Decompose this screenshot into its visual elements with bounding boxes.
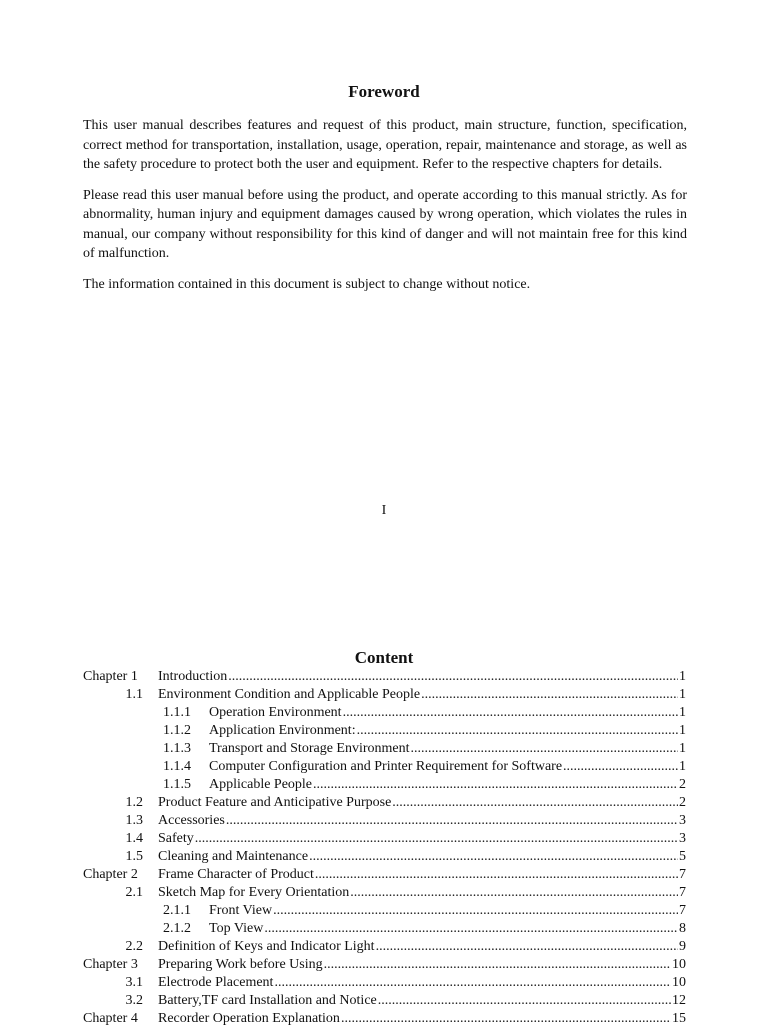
toc-entry-page: 1 [679,759,686,774]
foreword-title: Foreword [348,82,420,101]
toc-entry-page: 1 [679,669,686,684]
toc-leader-dots [273,902,678,920]
toc-entry[interactable] [83,830,686,848]
toc-entry[interactable] [83,956,686,974]
page-number: I [381,503,387,518]
toc-leader-dots [274,974,671,992]
toc-entry-page: 1 [679,705,686,720]
toc-entry-number: 1.2 [125,795,143,810]
toc-entry-title: Electrode Placement [158,975,274,990]
toc-leader-dots [343,704,678,722]
toc-entry-page: 12 [672,993,686,1008]
toc-entry-number: 3.1 [125,975,143,990]
content-title: Content [354,648,414,667]
toc-entry-title: Product Feature and Anticipative Purpose [158,795,392,810]
toc-entry-page: 8 [679,921,686,936]
toc-entry[interactable] [83,812,686,830]
toc-entry[interactable] [83,866,686,884]
toc-leader-dots [226,812,678,830]
toc-entry-title: Definition of Keys and Indicator Light [158,939,375,954]
toc-entry-title: Transport and Storage Environment [209,741,410,756]
toc-entry-number: 2.1.1 [163,903,191,918]
table-of-contents [83,668,686,1028]
toc-entry-number: 1.4 [125,831,143,846]
toc-entry-page: 1 [679,687,686,702]
toc-leader-dots [563,758,678,776]
toc-entry-number: 3.2 [125,993,143,1008]
toc-entry-title: Recorder Operation Explanation [158,1011,340,1026]
toc-leader-dots [411,740,678,758]
toc-entry-title: Front View [209,903,273,918]
toc-entry-number: 1.1.1 [163,705,191,720]
toc-entry-number: 1.1.3 [163,741,191,756]
toc-entry[interactable] [83,686,686,704]
toc-entry-title: Introduction [158,669,228,684]
toc-leader-dots [421,686,678,704]
toc-entry-number: 1.1.4 [163,759,191,774]
toc-entry[interactable] [83,776,686,794]
toc-entry-number: 1.5 [125,849,143,864]
toc-leader-dots [324,956,671,974]
toc-entry-number: Chapter 1 [83,669,138,684]
toc-entry-title: Computer Configuration and Printer Requirement for Software [209,759,563,774]
toc-entry[interactable] [83,848,686,866]
toc-entry-title: Safety [158,831,194,846]
toc-entry-number: 2.2 [125,939,143,954]
toc-entry-title: Top View [209,921,264,936]
toc-entry-title: Cleaning and Maintenance [158,849,309,864]
toc-entry[interactable] [83,902,686,920]
toc-entry[interactable] [83,992,686,1010]
toc-entry[interactable] [83,668,686,686]
foreword-body [83,116,687,305]
foreword-paragraph: The information contained in this document is subject to change without notice. [83,276,531,292]
toc-entry-page: 1 [679,741,686,756]
toc-entry[interactable] [83,938,686,956]
toc-entry-title: Applicable People [209,777,313,792]
toc-entry[interactable] [83,794,686,812]
toc-entry-number: 2.1.2 [163,921,191,936]
toc-entry[interactable] [83,704,686,722]
toc-entry-page: 3 [679,813,686,828]
toc-leader-dots [228,668,678,686]
toc-entry-number: 2.1 [125,885,143,900]
toc-entry[interactable] [83,722,686,740]
toc-entry-page: 7 [679,903,686,918]
toc-entry-page: 10 [672,957,686,972]
toc-entry-title: Battery,TF card Installation and Notice [158,993,377,1008]
toc-entry[interactable] [83,974,686,992]
foreword-paragraph: This user manual describes features and request of this product, main structure, function, specification, correct method for transportation, installation, usage, operation, repair, maintenance and storage, as well as the safety procedure to protect both the user and equipment. Refer to the respective chapters for details. [83,118,687,172]
toc-entry-number: 1.1.5 [163,777,191,792]
toc-entry-title: Sketch Map for Every Orientation [158,885,350,900]
toc-entry-number: Chapter 4 [83,1011,138,1026]
toc-leader-dots [313,776,678,794]
toc-leader-dots [264,920,678,938]
toc-entry-number: Chapter 3 [83,957,138,972]
toc-entry-title: Application Environment: [209,723,356,738]
toc-leader-dots [357,722,678,740]
toc-entry-page: 1 [679,723,686,738]
toc-entry-number: 1.1.2 [163,723,191,738]
toc-entry-page: 2 [679,777,686,792]
toc-entry-page: 3 [679,831,686,846]
toc-entry-title: Frame Character of Product [158,867,314,882]
toc-leader-dots [350,884,678,902]
toc-entry-title: Environment Condition and Applicable People [158,687,421,702]
toc-entry-title: Accessories [158,813,225,828]
toc-entry-number: 1.3 [125,813,143,828]
toc-leader-dots [392,794,678,812]
toc-entry[interactable] [83,920,686,938]
toc-entry-page: 2 [679,795,686,810]
toc-entry-number: 1.1 [125,687,143,702]
toc-entry[interactable] [83,758,686,776]
toc-entry-number: Chapter 2 [83,867,138,882]
toc-leader-dots [315,866,678,884]
toc-entry-title: Preparing Work before Using [158,957,323,972]
toc-leader-dots [195,830,678,848]
toc-entry-page: 10 [672,975,686,990]
toc-entry-title: Operation Environment [209,705,342,720]
toc-entry-page: 15 [672,1011,686,1026]
toc-entry-page: 7 [679,867,686,882]
toc-leader-dots [376,938,678,956]
toc-entry[interactable] [83,1010,686,1028]
foreword-paragraph: Please read this user manual before using the product, and operate according to this manual strictly. As for abnormality, human injury and equipment damages caused by wrong operation, which violates the rules in manual, our company without responsibility for this kind of danger and will not maintain free for this kind of malfunction. [83,187,687,261]
toc-leader-dots [341,1010,671,1028]
toc-entry[interactable] [83,884,686,902]
toc-entry-page: 5 [679,849,686,864]
toc-leader-dots [309,848,678,866]
toc-leader-dots [378,992,671,1010]
toc-entry-page: 9 [679,939,686,954]
toc-entry[interactable] [83,740,686,758]
toc-entry-page: 7 [679,885,686,900]
